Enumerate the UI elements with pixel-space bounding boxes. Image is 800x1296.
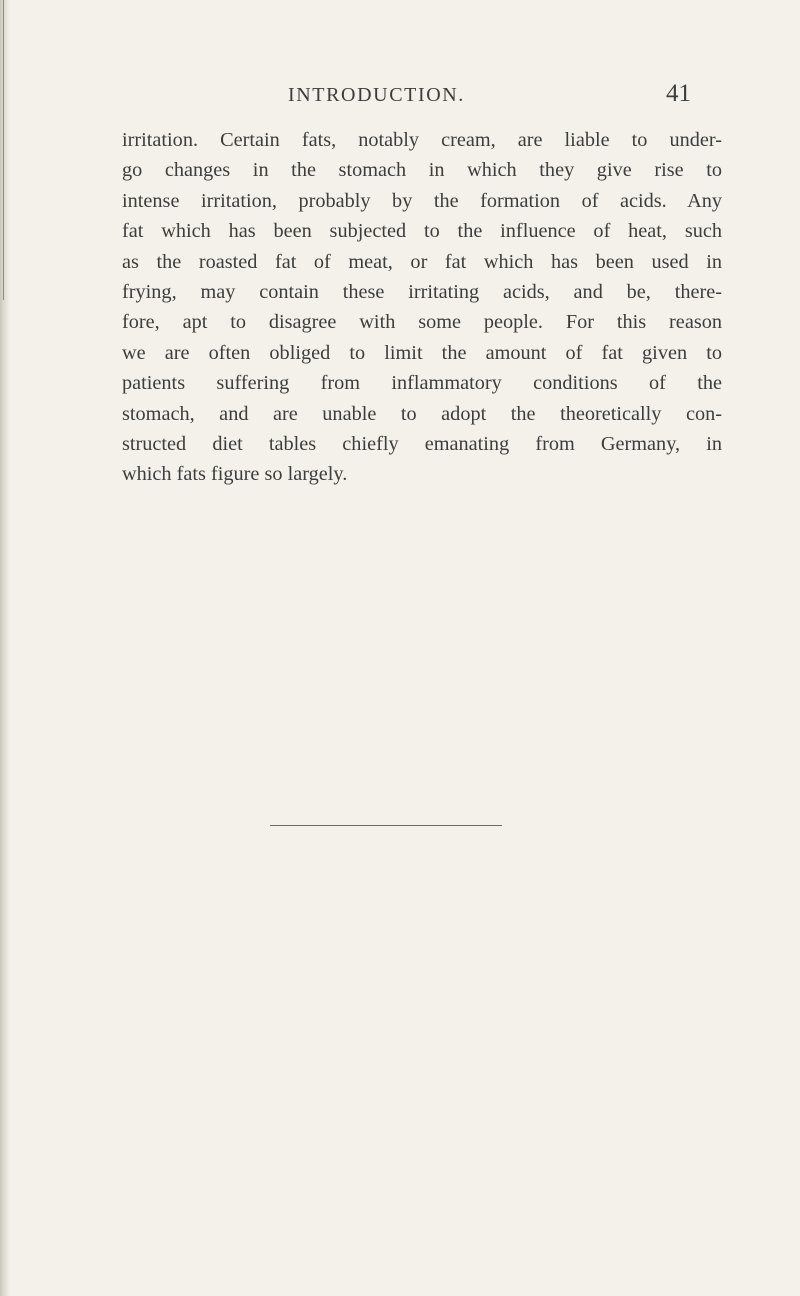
section-divider-rule	[270, 825, 502, 826]
text-line: intense irritation, probably by the formation of acids. Any	[122, 189, 722, 212]
text-line: structed diet tables chiefly emanating from Germany, in	[122, 433, 722, 456]
text-line-last: which fats figure so largely.	[122, 463, 348, 486]
gutter-edge-line	[3, 0, 4, 300]
text-line: fat which has been subjected to the influence of heat, such	[122, 220, 722, 243]
text-line: patients suffering from inflammatory conditions of the	[122, 372, 722, 395]
text-line: as the roasted fat of meat, or fat which has been used in	[122, 250, 722, 273]
running-head-title: INTRODUCTION.	[288, 84, 465, 106]
body-paragraph	[122, 125, 722, 490]
text-line: stomach, and are unable to adopt the theoretically con-	[122, 402, 722, 425]
page-gutter-shadow	[0, 0, 10, 1296]
text-line: irritation. Certain fats, notably cream, are liable to under-	[122, 129, 722, 151]
page-number: 41	[666, 80, 691, 107]
running-head	[0, 80, 800, 114]
text-line: we are often obliged to limit the amount of fat given to	[122, 341, 722, 364]
text-line: go changes in the stomach in which they give rise to	[122, 159, 722, 182]
text-line: fore, apt to disagree with some people. For this reason	[122, 311, 722, 334]
text-line: frying, may contain these irritating acids, and be, there-	[122, 281, 722, 304]
